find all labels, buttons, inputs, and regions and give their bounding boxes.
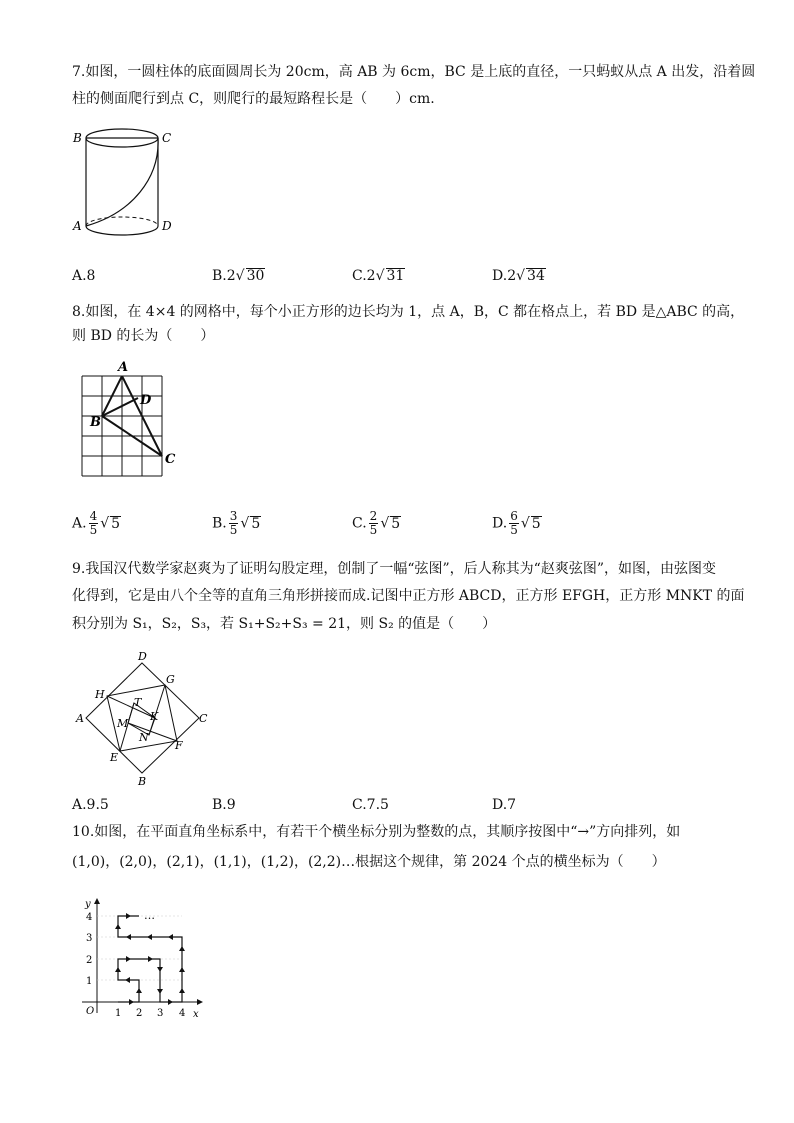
q8-grid-figure: [72, 356, 184, 484]
q9-text-line1: 9.我国汉代数学家赵爽为了证明勾股定理，创制了一幅“弦图”，后人称其为“赵爽弦图”，如图，由弦图变: [72, 561, 716, 577]
q8-text-line1: 8.如图，在 4×4 的网格中，每个小正方形的边长均为 1，点 A，B，C 都在格点上，若 BD 是△ABC 的高，: [72, 304, 745, 320]
q10-tick-x3: 3: [157, 1008, 164, 1019]
q8-text-line2: 则 BD 的长为（ ）: [72, 328, 215, 344]
q10-text-line1: 10.如图，在平面直角坐标系中，有若干个横坐标分别为整数的点，其顺序按图中“→”方向排列，如: [72, 824, 681, 840]
q9-text-line2: 化得到，它是由八个全等的直角三角形拼接而成.记图中正方形 ABCD，正方形 EFGH，正方形 MNKT 的面: [72, 588, 745, 604]
q10-coordinate-figure: [72, 895, 207, 1020]
q8-label-d: D: [140, 393, 152, 408]
q9-option-c[interactable]: C.7.5: [352, 797, 389, 813]
q7-option-c[interactable]: C.2√ 31: [352, 268, 405, 284]
q10-label-x: x: [193, 1009, 199, 1020]
q9-label-b: B: [138, 775, 147, 788]
q10-tick-y1: 1: [86, 976, 93, 987]
q9-label-g: G: [166, 673, 175, 686]
q8-option-d[interactable]: D. $\frac{6}{5}$ √ 5: [492, 509, 541, 537]
q9-option-a[interactable]: A.9.5: [72, 797, 109, 813]
q8-option-b[interactable]: B. $\frac{3}{5}$ √ 5: [212, 509, 261, 537]
q9-label-c: C: [199, 712, 208, 725]
q10-tick-x2: 2: [136, 1008, 143, 1019]
q9-label-m: M: [117, 717, 129, 730]
q7-label-c: C: [162, 131, 172, 145]
q9-label-f: F: [175, 739, 183, 752]
q9-label-t: T: [134, 696, 142, 709]
q9-text-line3: 积分别为 S₁，S₂，S₃，若 S₁+S₂+S₃ = 21，则 S₂ 的值是（ ）: [72, 616, 497, 632]
q8-label-b: B: [90, 415, 101, 430]
q7-option-d[interactable]: D.2√ 34: [492, 268, 545, 284]
q9-label-d: D: [138, 650, 147, 663]
q9-label-h: H: [95, 688, 105, 701]
q10-label-y: y: [85, 899, 91, 910]
q9-label-a: A: [76, 712, 84, 725]
q7-option-b[interactable]: B.2√ 30: [212, 268, 265, 284]
q7-text-line2: 柱的侧面爬行到点 C，则爬行的最短路程长是（ ）cm.: [72, 91, 435, 107]
q10-tick-x1: 1: [115, 1008, 122, 1019]
q9-label-n: N: [139, 731, 149, 744]
q10-tick-y4: 4: [86, 912, 93, 923]
q7-bottom-back-arc: [86, 217, 158, 226]
q10-tick-y2: 2: [86, 955, 93, 966]
q10-label-origin: O: [86, 1006, 95, 1017]
q8-option-c[interactable]: C. $\frac{2}{5}$ √ 5: [352, 509, 401, 537]
q7-label-d: D: [162, 219, 172, 233]
q9-label-e: E: [110, 751, 119, 764]
q9-square-abcd: [86, 663, 199, 773]
q7-option-a[interactable]: A.8: [72, 268, 96, 284]
q9-zhao-shuang-figure: [72, 648, 212, 788]
q9-option-b[interactable]: B.9: [212, 797, 236, 813]
q10-tick-y3: 3: [86, 933, 93, 944]
q10-text-line2: (1,0)，(2,0)，(2,1)，(1,1)，(1,2)，(2,2)…根据这个规律，第 2024 个点的横坐标为（ ）: [72, 854, 666, 870]
q9-option-d[interactable]: D.7: [492, 797, 517, 813]
q8-label-a: A: [118, 360, 129, 375]
q8-label-c: C: [165, 452, 176, 467]
q10-tick-x4: 4: [179, 1008, 186, 1019]
q7-bottom-front-arc: [86, 226, 158, 235]
q7-label-a: A: [73, 219, 82, 233]
q7-ant-path: [86, 138, 158, 226]
q8-option-a[interactable]: A. $\frac{4}{5}$ √ 5: [72, 509, 121, 537]
q10-ellipsis: …: [144, 909, 155, 922]
q7-cylinder-figure: [72, 118, 182, 248]
q7-label-b: B: [73, 131, 82, 145]
q9-label-k: K: [150, 710, 159, 723]
q7-text-line1: 7.如图，一圆柱体的底面圆周长为 20cm，高 AB 为 6cm，BC 是上底的直径，一只蚂蚁从点 A 出发，沿着圆: [72, 64, 756, 80]
